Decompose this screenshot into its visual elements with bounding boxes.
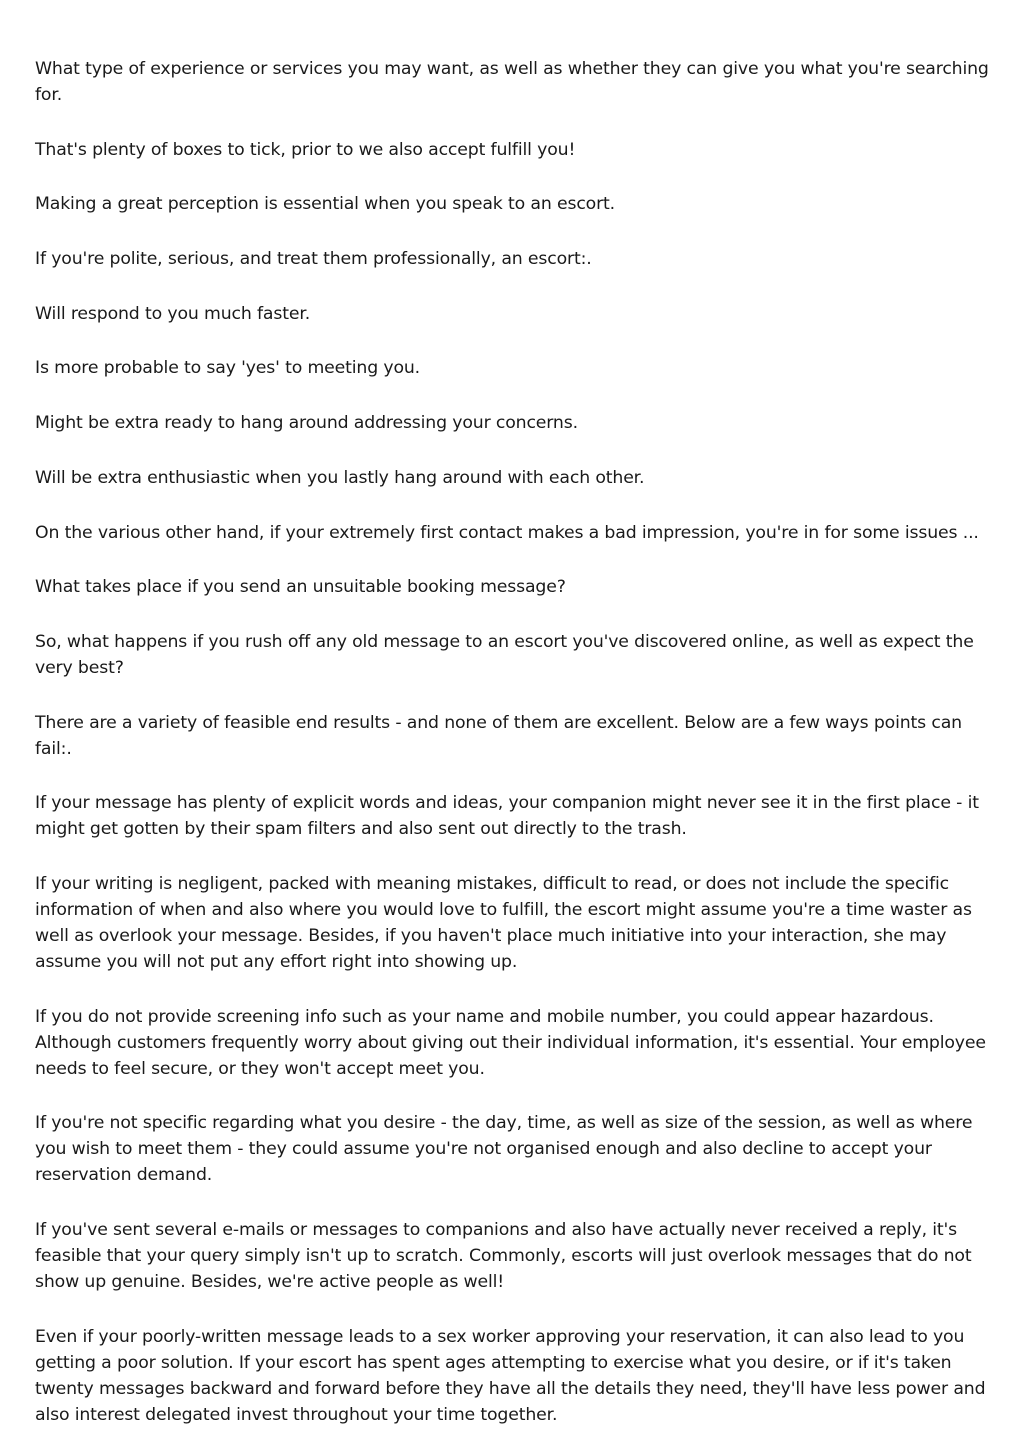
paragraph: Will respond to you much faster.: [35, 303, 311, 324]
paragraph: So, what happens if you rush off any old message to an escort you've discovered online, as well as expect the very best?: [35, 631, 974, 678]
paragraph: If your message has plenty of explicit words and ideas, your companion might never see it in the first place - it might get gotten by their spam filters and also sent out directly to the trash.: [35, 793, 979, 840]
paragraph: There are a variety of feasible end results - and none of them are excellent. Below are a few ways points can fail:.: [35, 712, 962, 759]
paragraph: Might be extra ready to hang around addressing your concerns.: [35, 413, 578, 434]
paragraph: That's plenty of boxes to tick, prior to we also accept fulfill you!: [35, 139, 576, 160]
paragraph: On the various other hand, if your extremely first contact makes a bad impression, you're in for some issues ...: [35, 522, 979, 543]
paragraph: Making a great perception is essential when you speak to an escort.: [35, 194, 616, 215]
paragraph: If you're polite, serious, and treat them professionally, an escort:.: [35, 249, 592, 270]
paragraph: If your writing is negligent, packed with meaning mistakes, difficult to read, or does not include the specific information of when and also where you would love to fulfill, the escort might assume you're a time waster as well as overlook your message. Besides, if you haven't place much initiative into your interaction, she may assume you will not put any effort right into showing up.: [35, 873, 972, 972]
paragraph: If you've sent several e-mails or messages to companions and also have actually never received a reply, it's feasible that your query simply isn't up to scratch. Commonly, escorts will just overlook messages that do not show up genuine. Besides, we're active people as well!: [35, 1220, 972, 1292]
paragraph: Will be extra enthusiastic when you lastly hang around with each other.: [35, 467, 645, 488]
paragraph: What type of experience or services you may want, as well as whether they can give you what you're searching for.: [35, 59, 989, 105]
paragraph: Is more probable to say 'yes' to meeting you.: [35, 358, 421, 379]
document-body: [35, 56, 993, 1456]
paragraph: What takes place if you send an unsuitable booking message?: [35, 577, 566, 598]
paragraph: If you're not specific regarding what you desire - the day, time, as well as size of the session, as well as where you wish to meet them - they could assume you're not organised enough and also decline to accept your reservation demand.: [35, 1113, 973, 1186]
paragraph: If you do not provide screening info such as your name and mobile number, you could appear hazardous. Although customers frequently worry about giving out their individual information, it's essential. Your employee needs to feel secure, or they won't accept meet you.: [35, 1006, 986, 1079]
paragraph: Even if your poorly-written message leads to a sex worker approving your reservation, it can also lead to you getting a poor solution. If your escort has spent ages attempting to exercise what you desire, or if it's taken twenty messages backward and forward before they have all the details they need, they'll have less power and also interest delegated invest throughout your time together.: [35, 1326, 986, 1425]
